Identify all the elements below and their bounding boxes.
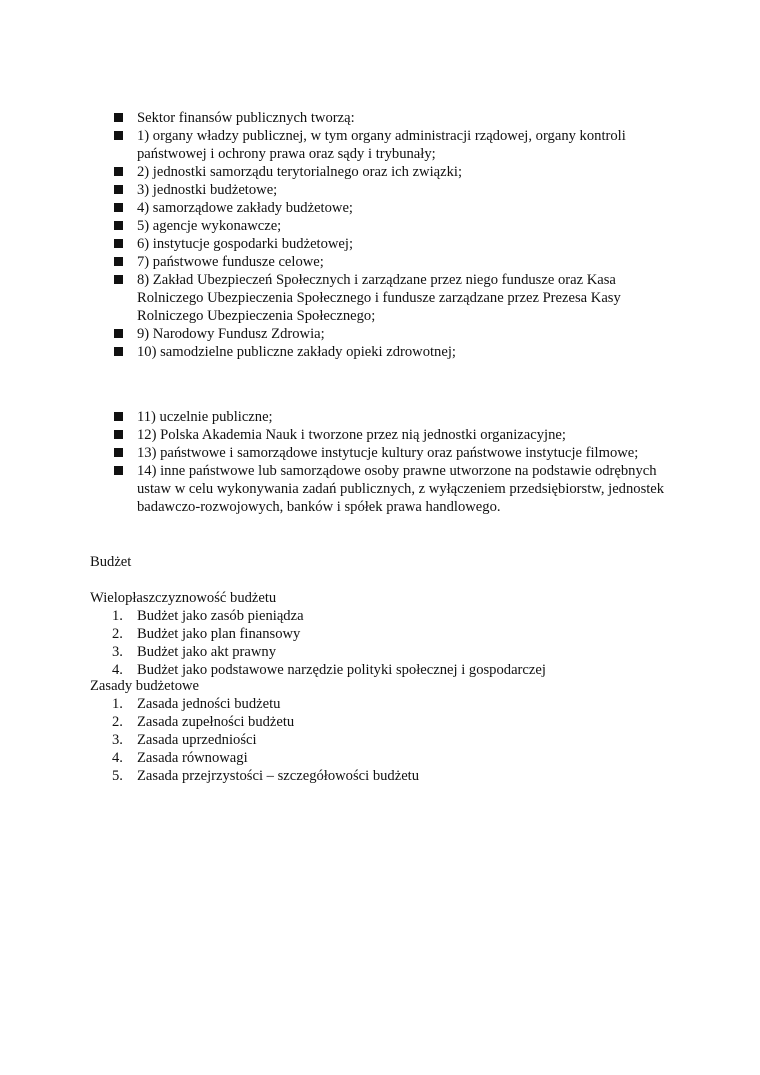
list-item	[112, 271, 672, 325]
list-item	[112, 109, 672, 127]
list-item-text: 4) samorządowe zakłady budżetowe;	[137, 200, 353, 216]
list-item-text: 12) Polska Akademia Nauk i tworzone przez nią jednostki organizacyjne;	[137, 427, 566, 443]
wielo-heading: Wielopłaszczyznowość budżetu	[90, 590, 277, 606]
bullet-square-icon	[114, 466, 123, 475]
list-item	[90, 643, 690, 661]
list-item	[90, 767, 690, 785]
bullet-square-icon	[114, 257, 123, 266]
list-item-text: 9) Narodowy Fundusz Zdrowia;	[137, 326, 325, 342]
list-item-text: 7) państwowe fundusze celowe;	[137, 254, 324, 270]
bullet-square-icon	[114, 448, 123, 457]
bullet-square-icon	[114, 167, 123, 176]
sector-list-part1	[112, 109, 672, 361]
list-item-text: Budżet jako plan finansowy	[137, 626, 301, 642]
list-number: 1.	[112, 608, 123, 624]
list-item-text: 1) organy władzy publicznej, w tym organy administracji rządowej, organy kontroli państwowej i ochrony prawa oraz sądy i trybunały;	[137, 128, 626, 162]
bullet-square-icon	[114, 185, 123, 194]
list-item	[112, 253, 672, 271]
list-item	[112, 444, 672, 462]
list-item-text: 5) agencje wykonawcze;	[137, 218, 282, 234]
list-item	[112, 235, 672, 253]
bullet-square-icon	[114, 347, 123, 356]
bullet-square-icon	[114, 275, 123, 284]
bullet-square-icon	[114, 239, 123, 248]
zasady-heading: Zasady budżetowe	[90, 678, 200, 694]
list-item-text: Budżet jako zasób pieniądza	[137, 608, 304, 624]
list-item-text: Sektor finansów publicznych tworzą:	[137, 110, 355, 126]
bullet-square-icon	[114, 113, 123, 122]
bullet-square-icon	[114, 430, 123, 439]
list-item-text: 3) jednostki budżetowe;	[137, 182, 278, 198]
list-item-text: 14) inne państwowe lub samorządowe osoby prawne utworzone na podstawie odrębnych ustaw w celu wykonywania zadań publicznych, z wyłączeniem przedsiębiorstw, jednostek badawczo-rozwojowych, banków i spółek prawa handlowego.	[137, 463, 665, 515]
list-item-text: Budżet jako akt prawny	[137, 644, 277, 660]
list-item	[90, 695, 690, 713]
list-number: 4.	[112, 750, 123, 766]
list-item-text: Zasada uprzedniości	[137, 732, 257, 748]
list-item-text: 13) państwowe i samorządowe instytucje kultury oraz państwowe instytucje filmowe;	[137, 445, 639, 461]
list-number: 4.	[112, 662, 123, 678]
list-item-text: 2) jednostki samorządu terytorialnego oraz ich związki;	[137, 164, 462, 180]
list-item	[90, 713, 690, 731]
zasady-list	[90, 695, 690, 785]
list-item-text: Zasada przejrzystości – szczegółowości budżetu	[137, 768, 420, 784]
bullet-square-icon	[114, 221, 123, 230]
bullet-square-icon	[114, 329, 123, 338]
list-item	[90, 749, 690, 767]
list-item	[90, 607, 690, 625]
list-item-text: Zasada równowagi	[137, 750, 248, 766]
list-item	[112, 199, 672, 217]
list-number: 2.	[112, 714, 123, 730]
list-item-text: 8) Zakład Ubezpieczeń Społecznych i zarządzane przez niego fundusze oraz Kasa Rolniczego Ubezpieczenia Społecznego i fundusze zarządzane przez Prezesa Kasy Rolniczego Ubezpieczenia Społecznego;	[137, 272, 621, 324]
list-number: 5.	[112, 768, 123, 784]
budzet-heading: Budżet	[90, 554, 132, 570]
list-item	[112, 127, 672, 163]
list-item-text: Zasada jedności budżetu	[137, 696, 281, 712]
list-item-text: Budżet jako podstawowe narzędzie polityki społecznej i gospodarczej	[137, 662, 546, 678]
list-number: 1.	[112, 696, 123, 712]
sector-list-part2	[112, 408, 672, 516]
list-item	[112, 408, 672, 426]
bullet-square-icon	[114, 412, 123, 421]
list-item-text: Zasada zupełności budżetu	[137, 714, 295, 730]
list-item	[112, 343, 672, 361]
list-item	[90, 731, 690, 749]
list-item	[112, 163, 672, 181]
wielo-list	[90, 607, 690, 679]
list-item	[112, 325, 672, 343]
list-item-text: 11) uczelnie publiczne;	[137, 409, 273, 425]
list-item	[112, 217, 672, 235]
list-number: 2.	[112, 626, 123, 642]
bullet-square-icon	[114, 203, 123, 212]
bullet-square-icon	[114, 131, 123, 140]
list-item	[112, 426, 672, 444]
list-item-text: 6) instytucje gospodarki budżetowej;	[137, 236, 354, 252]
list-item-text: 10) samodzielne publiczne zakłady opieki zdrowotnej;	[137, 344, 456, 360]
list-item	[90, 625, 690, 643]
list-number: 3.	[112, 644, 123, 660]
list-item	[112, 181, 672, 199]
list-item	[112, 462, 672, 516]
list-number: 3.	[112, 732, 123, 748]
